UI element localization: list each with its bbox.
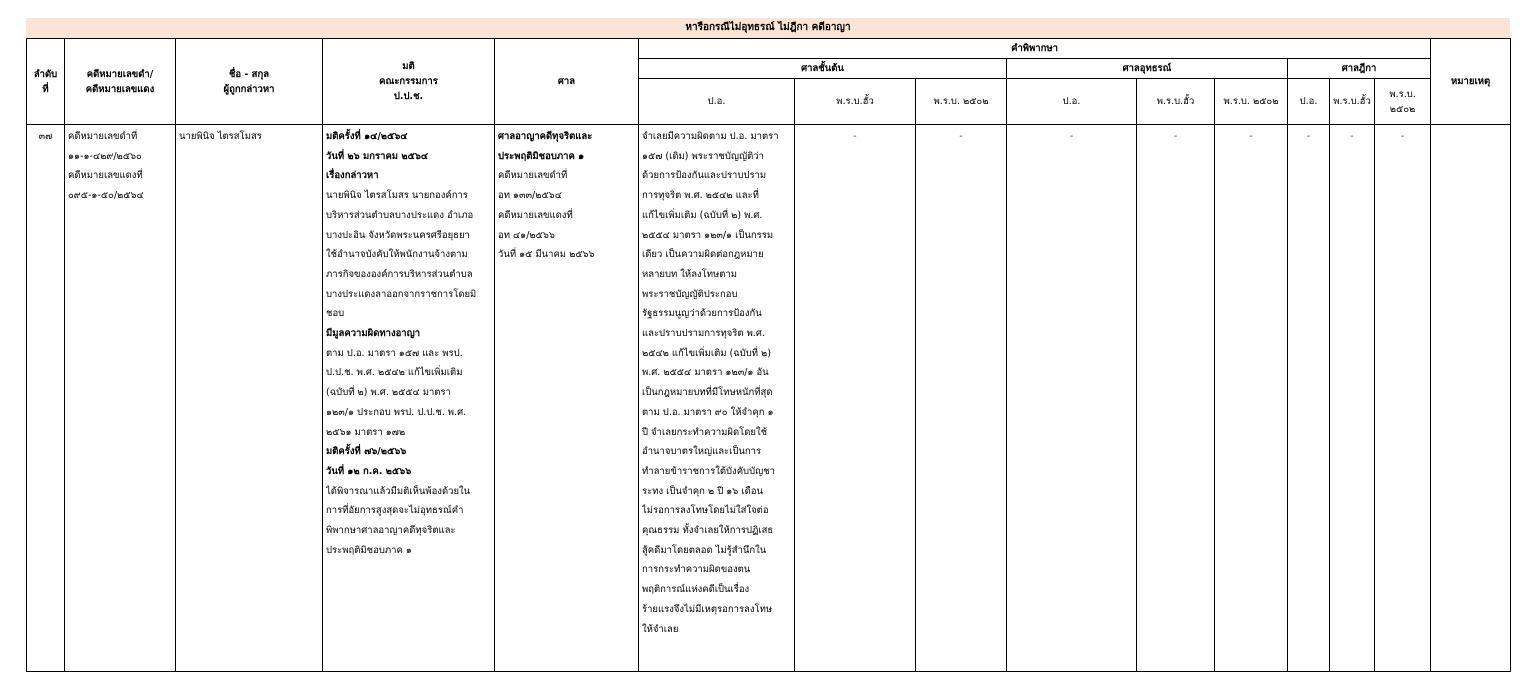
text-line: พิพากษาศาลอาญาคดีทุจริตและ (326, 525, 456, 537)
case-table (26, 38, 1511, 672)
header-first-prb-2502: พ.ร.บ. ๒๕๐๒ (916, 79, 1007, 125)
cell-supreme-prb-old: - (1330, 125, 1375, 672)
text-line: และปราบปรามการทุจริต พ.ศ. (642, 328, 765, 340)
text-line: อท ๔๑/๒๕๖๖ (498, 229, 555, 241)
text-line: การกระทำความผิดของตน (642, 564, 751, 576)
text-line: คุณธรรม ทั้งจำเลยให้การปฏิเสธ (642, 525, 774, 537)
text-line: เรื่องกล่าวหา (326, 170, 379, 182)
cell-appeal-prb-2502: - (1215, 125, 1288, 672)
cell-remarks (1431, 125, 1511, 672)
text-line: หลายบท ให้ลงโทษตาม (642, 268, 738, 280)
text-line: ด้วยการป้องกันและปราบปราม (642, 170, 767, 182)
text-line: ร้ายแรงจึงไม่มีเหตุรอการลงโทษ (642, 603, 773, 615)
table-row (27, 125, 1511, 672)
text-line: พ.ศ. ๒๕๕๔ มาตรา ๑๒๓/๑ อัน (642, 367, 769, 379)
cell-supreme-po: - (1288, 125, 1330, 672)
text-line: ให้จำเลย (642, 623, 679, 635)
header-court: ศาล (495, 39, 639, 125)
text-line: ไม่รอการลงโทษโดยไม่ใส่ใจต่อ (642, 505, 769, 517)
text-line: นายพินิจ ไตรสโมสร นายกองค์การ (326, 190, 468, 202)
text-line: ศาลอาญาคดีทุจริตและ (498, 131, 593, 142)
document (26, 18, 1510, 672)
header-supreme-po: ป.อ. (1288, 79, 1330, 125)
header-name: ชื่อ - สกุล ผู้ถูกกล่าวหา (176, 39, 323, 125)
cell-appeal-prb-old: - (1137, 125, 1215, 672)
header-supreme-prb-old: พ.ร.บ.ฮั้ว (1330, 79, 1375, 125)
cell-resolution (323, 125, 495, 672)
text-line: อำนาจบาตรใหญ่และเป็นการ (642, 446, 762, 458)
text-line: จำเลยมีความผิดตาม ป.อ. มาตรา (642, 131, 779, 142)
header-appeal-po: ป.อ. (1007, 79, 1137, 125)
cell-appeal-po: - (1007, 125, 1137, 672)
text-line: ระทง เป็นจำคุก ๒ ปี ๑๖ เดือน (642, 485, 763, 497)
text-line: พฤติการณ์แห่งคดีเป็นเรื่อง (642, 584, 750, 596)
header-supreme-prb-2502: พ.ร.บ. ๒๕๐๒ (1375, 79, 1431, 125)
text-line: ใช้อำนาจบังคับให้พนักงานจ้างตาม (326, 249, 468, 261)
text-line: พระราชบัญญัติประกอบ (642, 288, 738, 300)
cell-first-prb-old: - (795, 125, 916, 672)
text-line: ได้พิจารณาแล้วมีมติเห็นพ้องด้วยใน (326, 485, 471, 497)
text-line: ชอบ (326, 308, 345, 320)
cell-supreme-prb-2502: - (1375, 125, 1431, 672)
text-line: คดีหมายเลขดำที่ (498, 170, 568, 182)
cell-case-number: คดีหมายเลขดำที่ ๑๑-๑-๔๒๙/๒๕๖๐ คดีหมายเลขแดงที่ ๐๙๕-๑-๕๐/๒๕๖๔ (65, 125, 176, 672)
text-line: ปี จำเลยกระทำความผิดโดยใช้ (642, 426, 768, 438)
text-line: วันที่ ๑๕ มีนาคม ๒๕๖๖ (498, 249, 595, 261)
text-line: รัฐธรรมนูญว่าด้วยการป้องกัน (642, 308, 762, 320)
header-appeal-court: ศาลอุทธรณ์ (1007, 59, 1288, 79)
text-line: ตาม ป.อ. มาตรา ๑๕๗ และ พรป. (326, 347, 463, 359)
header-appeal-prb-2502: พ.ร.บ. ๒๕๐๒ (1215, 79, 1288, 125)
header-first-po: ป.อ. (639, 79, 795, 125)
text-line: เป็นกฎหมายบทที่มีโทษหนักที่สุด (642, 387, 773, 399)
header-remarks: หมายเหตุ (1431, 39, 1511, 125)
header-appeal-prb-old: พ.ร.บ.ฮั้ว (1137, 79, 1215, 125)
text-line: สู้คดีมาโดยตลอด ไม่รู้สำนึกใน (642, 544, 767, 556)
text-line: การทุจริต พ.ศ. ๒๕๔๒ และที่ (642, 190, 759, 202)
text-line: (ฉบับที่ ๒) พ.ศ. ๒๕๕๔ มาตรา (326, 387, 451, 399)
text-line: วันที่ ๑๒ ก.ค. ๒๕๖๖ (326, 465, 412, 477)
document-title: หารือกรณีไม่อุทธรณ์ ไม่ฎีกา คดีอาญา (26, 18, 1510, 38)
text-line: ๒๕๖๑ มาตรา ๑๗๒ (326, 426, 406, 438)
text-line: ภารกิจขององค์การบริหารส่วนตำบล (326, 268, 473, 280)
cell-order: ๓๗ (27, 125, 65, 672)
header-supreme-court: ศาลฎีกา (1288, 59, 1431, 79)
cell-court (495, 125, 639, 672)
text-line: มีมูลความผิดทางอาญา (326, 328, 421, 340)
text-line: ๑๒๓/๑ ประกอบ พรป. ป.ป.ช. พ.ศ. (326, 406, 467, 418)
header-first-court: ศาลชั้นต้น (639, 59, 1007, 79)
text-line: ทำลายข้าราชการใต้บังคับบัญชา (642, 465, 775, 477)
text-line: บางประแดงลาออกจากราชการโดยมิ (326, 288, 477, 300)
text-line: มติครั้งที่ ๗๖/๒๕๖๖ (326, 446, 407, 458)
text-line: แก้ไขเพิ่มเติม (ฉบับที่ ๒) พ.ศ. (642, 209, 763, 221)
text-line: ๒๕๕๔ มาตรา ๑๒๓/๑ เป็นกรรม (642, 229, 774, 241)
header-first-prb-old: พ.ร.บ.ฮั้ว (795, 79, 916, 125)
header-resolution: มติ คณะกรรมการ ป.ป.ช. (323, 39, 495, 125)
header-case-number: คดีหมายเลขดำ/ คดีหมายเลขแดง (65, 39, 176, 125)
text-line: วันที่ ๒๖ มกราคม ๒๕๖๔ (326, 150, 429, 162)
text-line: ประพฤติมิชอบภาค ๑ (326, 544, 412, 556)
text-line: เดียว เป็นความผิดต่อกฎหมาย (642, 249, 764, 261)
text-line: บางปะอิน จังหวัดพระนครศรีอยุธยา (326, 229, 470, 241)
text-line: ตาม ป.อ. มาตรา ๙๐ ให้จำคุก ๑ (642, 406, 774, 418)
text-line: มติครั้งที่ ๑๔/๒๕๖๔ (326, 131, 408, 142)
cell-first-prb-2502: - (916, 125, 1007, 672)
cell-name: นายพินิจ ไตรสโมสร (176, 125, 323, 672)
text-line: ๒๕๔๒ แก้ไขเพิ่มเติม (ฉบับที่ ๒) (642, 347, 772, 359)
text-line: ๑๕๗ (เดิม) พระราชบัญญัติว่า (642, 150, 764, 162)
header-judgment: คำพิพากษา (639, 39, 1431, 59)
cell-first-court-po (639, 125, 795, 672)
text-line: ป.ป.ช. พ.ศ. ๒๕๔๒ แก้ไขเพิ่มเติม (326, 367, 463, 379)
text-line: บริหารส่วนตำบลบางประแดง อำเภอ (326, 209, 474, 221)
text-line: อท ๑๓๓/๒๕๖๔ (498, 190, 562, 202)
header-order: ลำดับ ที่ (27, 39, 65, 125)
text-line: การที่อัยการสูงสุดจะไม่อุทธรณ์คำ (326, 505, 464, 517)
text-line: คดีหมายเลขแดงที่ (498, 209, 573, 221)
text-line: ประพฤติมิชอบภาค ๑ (498, 150, 585, 162)
